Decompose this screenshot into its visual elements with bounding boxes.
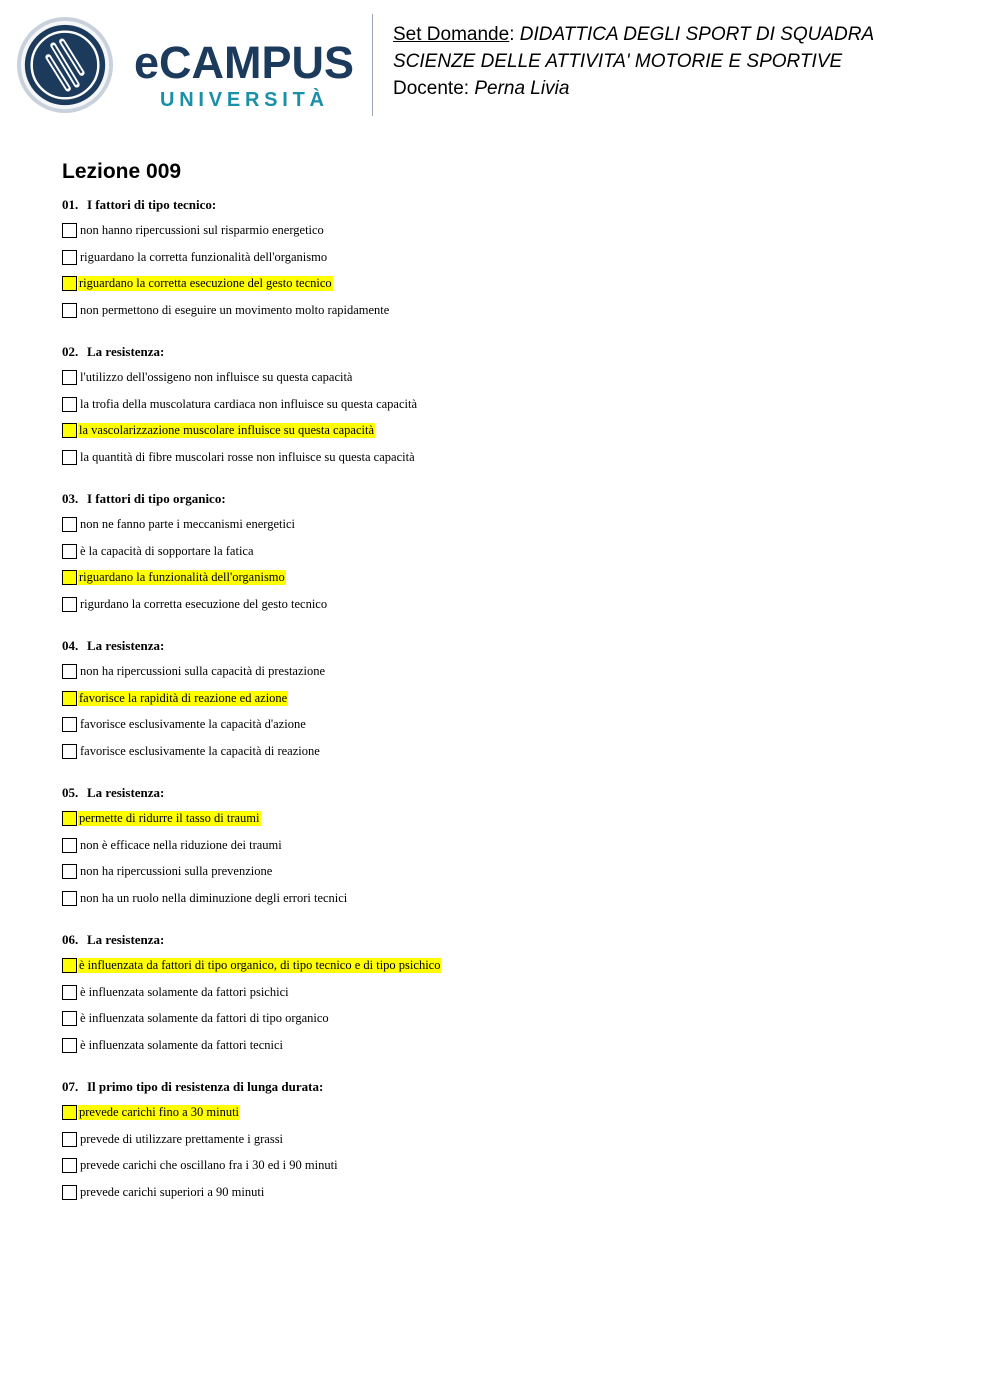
question-number: 07.	[62, 1079, 79, 1094]
question-text: I fattori di tipo organico:	[87, 491, 226, 506]
checkbox-icon[interactable]	[62, 250, 77, 265]
teacher-label: Docente:	[393, 78, 475, 99]
question-7	[62, 1078, 942, 1211]
answer-text: non ha ripercussioni sulla prevenzione	[80, 864, 273, 878]
question-text: Il primo tipo di resistenza di lunga durata:	[87, 1079, 324, 1094]
answer-text: prevede carichi superiori a 90 minuti	[80, 1184, 265, 1199]
checkbox-icon[interactable]	[62, 450, 77, 465]
question-number: 01.	[62, 197, 79, 212]
answer-text: è influenzata da fattori di tipo organico, di tipo tecnico e di tipo psichico	[79, 958, 441, 972]
checkbox-icon[interactable]	[62, 864, 77, 879]
checkbox-icon[interactable]	[62, 717, 77, 732]
question-title	[62, 1078, 942, 1096]
answer-option[interactable]	[62, 303, 942, 330]
checkbox-icon[interactable]	[62, 1038, 77, 1053]
answer-text: non ne fanno parte i meccanismi energetici	[80, 517, 295, 531]
answer-option[interactable]	[62, 450, 942, 477]
checkbox-icon[interactable]	[62, 397, 77, 412]
question-title	[62, 196, 942, 214]
answer-text: la quantità di fibre muscolari rosse non influisce su questa capacità	[80, 449, 415, 464]
answer-text: non hanno ripercussioni sul risparmio energetico	[80, 223, 324, 237]
checkbox-icon[interactable]	[62, 544, 77, 559]
lesson-title: Lezione 009	[62, 160, 182, 183]
checkbox-icon[interactable]	[62, 691, 77, 706]
question-title	[62, 490, 942, 508]
question-2	[62, 343, 942, 476]
question-list	[62, 196, 942, 1225]
set-colon: :	[509, 24, 520, 45]
answer-option[interactable]	[62, 517, 942, 544]
checkbox-icon[interactable]	[62, 570, 77, 585]
question-number: 04.	[62, 638, 79, 653]
question-title	[62, 637, 942, 655]
answer-text: non ha ripercussioni sulla capacità di prestazione	[80, 664, 326, 678]
svg-text:eCAMPUS: eCAMPUS	[134, 38, 354, 88]
answer-text: è la capacità di sopportare la fatica	[80, 543, 254, 558]
answer-text: favorisce esclusivamente la capacità d'azione	[80, 717, 306, 731]
answer-option[interactable]	[62, 744, 942, 771]
answer-option[interactable]	[62, 864, 942, 891]
question-text: La resistenza:	[87, 932, 165, 947]
question-number: 06.	[62, 932, 79, 947]
answer-option[interactable]	[62, 664, 942, 691]
answer-text: la trofia della muscolatura cardiaca non influisce su questa capacità	[80, 396, 417, 411]
answer-text: permette di ridurre il tasso di traumi	[79, 811, 260, 825]
checkbox-icon[interactable]	[62, 1011, 77, 1026]
answer-option[interactable]	[62, 891, 942, 918]
answer-option[interactable]	[62, 397, 942, 424]
checkbox-icon[interactable]	[62, 744, 77, 759]
checkbox-icon[interactable]	[62, 958, 77, 973]
checkbox-icon[interactable]	[62, 223, 77, 238]
question-1	[62, 196, 942, 329]
question-title	[62, 784, 942, 802]
answer-option[interactable]	[62, 1132, 942, 1159]
page-header	[0, 0, 1000, 130]
question-number: 02.	[62, 344, 79, 359]
answer-option-correct[interactable]	[62, 811, 942, 838]
answer-option[interactable]	[62, 597, 942, 624]
question-title	[62, 931, 942, 949]
answer-option[interactable]	[62, 250, 942, 277]
question-text: La resistenza:	[87, 638, 165, 653]
checkbox-icon[interactable]	[62, 811, 77, 826]
answer-option-correct[interactable]	[62, 958, 942, 985]
checkbox-icon[interactable]	[62, 1185, 77, 1200]
question-text: I fattori di tipo tecnico:	[87, 197, 217, 212]
set-title-line	[393, 24, 874, 46]
answer-text: non ha un ruolo nella diminuzione degli errori tecnici	[80, 890, 348, 905]
checkbox-icon[interactable]	[62, 276, 77, 291]
answer-option[interactable]	[62, 223, 942, 250]
answer-text: è influenzata solamente da fattori di tipo organico	[80, 1011, 329, 1025]
answer-text: prevede carichi che oscillano fra i 30 ed i 90 minuti	[80, 1158, 338, 1172]
answer-option[interactable]	[62, 838, 942, 865]
checkbox-icon[interactable]	[62, 985, 77, 1000]
question-3	[62, 490, 942, 623]
teacher-name: Perna Livia	[474, 78, 570, 99]
answer-text: non è efficace nella riduzione dei traumi	[80, 837, 282, 852]
ecampus-seal-logo	[16, 16, 114, 114]
question-number: 03.	[62, 491, 79, 506]
answer-text: rigurdano la corretta esecuzione del gesto tecnico	[80, 596, 328, 611]
answer-option-correct[interactable]	[62, 1105, 942, 1132]
question-text: La resistenza:	[87, 785, 165, 800]
answer-text: favorisce esclusivamente la capacità di reazione	[80, 743, 320, 758]
checkbox-icon[interactable]	[62, 423, 77, 438]
answer-option[interactable]	[62, 717, 942, 744]
answer-text: la vascolarizzazione muscolare influisce su questa capacità	[79, 423, 374, 437]
answer-text: riguardano la funzionalità dell'organismo	[79, 570, 285, 584]
checkbox-icon[interactable]	[62, 664, 77, 679]
answer-option-correct[interactable]	[62, 691, 942, 718]
checkbox-icon[interactable]	[62, 838, 77, 853]
answer-text: è influenzata solamente da fattori psichici	[80, 984, 289, 999]
header-divider	[372, 14, 373, 116]
answer-text: prevede carichi fino a 30 minuti	[79, 1105, 240, 1119]
answer-text: non permettono di eseguire un movimento molto rapidamente	[80, 302, 390, 317]
answer-option-correct[interactable]	[62, 423, 942, 450]
checkbox-icon[interactable]	[62, 303, 77, 318]
checkbox-icon[interactable]	[62, 597, 77, 612]
question-6	[62, 931, 942, 1064]
answer-option-correct[interactable]	[62, 276, 942, 303]
checkbox-icon[interactable]	[62, 370, 77, 385]
answer-text: riguardano la corretta esecuzione del gesto tecnico	[79, 276, 332, 290]
question-text: La resistenza:	[87, 344, 165, 359]
answer-option-correct[interactable]	[62, 570, 942, 597]
question-number: 05.	[62, 785, 79, 800]
checkbox-icon[interactable]	[62, 1105, 77, 1120]
answer-text: favorisce la rapidità di reazione ed azione	[79, 690, 288, 705]
checkbox-icon[interactable]	[62, 517, 77, 532]
answer-option[interactable]	[62, 985, 942, 1012]
answer-text: prevede di utilizzare prettamente i grassi	[80, 1131, 284, 1146]
question-title	[62, 343, 942, 361]
checkbox-icon[interactable]	[62, 1158, 77, 1173]
answer-option[interactable]	[62, 1038, 942, 1065]
checkbox-icon[interactable]	[62, 891, 77, 906]
answer-text: riguardano la corretta funzionalità dell'organismo	[80, 249, 328, 264]
checkbox-icon[interactable]	[62, 1132, 77, 1147]
question-5	[62, 784, 942, 917]
teacher-line	[393, 78, 569, 100]
degree-name: SCIENZE DELLE ATTIVITA' MOTORIE E SPORTIVE	[393, 51, 843, 72]
answer-option[interactable]	[62, 370, 942, 397]
answer-text: è influenzata solamente da fattori tecnici	[80, 1037, 284, 1052]
ecampus-wordmark	[134, 38, 358, 112]
set-label: Set Domande	[393, 24, 510, 45]
answer-option[interactable]	[62, 1158, 942, 1185]
answer-option[interactable]	[62, 1185, 942, 1212]
answer-text: l'utilizzo dell'ossigeno non influisce su questa capacità	[80, 370, 353, 384]
answer-option[interactable]	[62, 1011, 942, 1038]
question-4	[62, 637, 942, 770]
answer-option[interactable]	[62, 544, 942, 571]
svg-text:UNIVERSITÀ: UNIVERSITÀ	[160, 89, 324, 111]
course-title: DIDATTICA DEGLI SPORT DI SQUADRA	[519, 24, 875, 45]
